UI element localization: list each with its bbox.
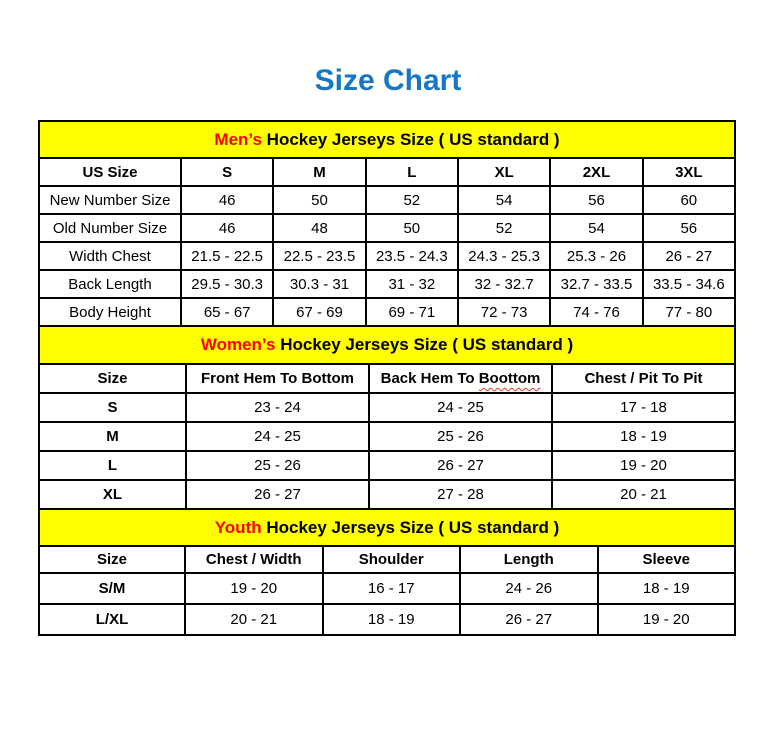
- data-cell: 20 - 21: [185, 604, 323, 635]
- size-chart: [0, 120, 776, 636]
- data-cell: 26 - 27: [460, 604, 598, 635]
- data-cell: 31 - 32: [366, 270, 458, 298]
- mens-header-row: [39, 158, 735, 186]
- page-title: Size Chart: [314, 64, 462, 97]
- data-cell: 54: [550, 214, 642, 242]
- column-header-cell: 3XL: [643, 158, 735, 186]
- youth-section-title-rest: Hockey Jerseys Size ( US standard ): [261, 517, 560, 537]
- row-label-cell: Old Number Size: [39, 214, 181, 242]
- row-label-cell: L/XL: [39, 604, 185, 635]
- back-hem-label-prefix: Back Hem To: [380, 370, 479, 387]
- table-row: [39, 214, 735, 242]
- data-cell: 24 - 25: [186, 422, 369, 451]
- column-header-cell: Shoulder: [323, 546, 461, 573]
- youth-header-row: [39, 546, 735, 573]
- data-cell: 25 - 26: [369, 422, 552, 451]
- data-cell: 25 - 26: [186, 451, 369, 480]
- column-header-cell: Sleeve: [598, 546, 736, 573]
- back-hem-misspelled-word: Boottom: [478, 370, 541, 387]
- data-cell: 26 - 27: [369, 451, 552, 480]
- table-row: [39, 242, 735, 270]
- row-label-cell: L: [39, 451, 186, 480]
- table-row: [39, 270, 735, 298]
- data-cell: 18 - 19: [598, 573, 736, 604]
- column-header-cell: Size: [39, 364, 186, 393]
- data-cell: 20 - 21: [552, 480, 735, 509]
- table-row: [39, 393, 735, 422]
- data-cell: 56: [643, 214, 735, 242]
- column-header-cell: Size: [39, 546, 185, 573]
- table-row: [39, 422, 735, 451]
- column-header-cell: L: [366, 158, 458, 186]
- table-row: [39, 604, 735, 635]
- data-cell: 48: [273, 214, 365, 242]
- column-header-cell: Chest / Width: [185, 546, 323, 573]
- data-cell: 27 - 28: [369, 480, 552, 509]
- data-cell: 19 - 20: [598, 604, 736, 635]
- mens-section-highlight: Men’s: [214, 129, 262, 149]
- mens-size-table: [38, 120, 736, 327]
- data-cell: 77 - 80: [643, 298, 735, 326]
- data-cell: 24 - 26: [460, 573, 598, 604]
- data-cell: 23.5 - 24.3: [366, 242, 458, 270]
- data-cell: 19 - 20: [185, 573, 323, 604]
- data-cell: 18 - 19: [323, 604, 461, 635]
- data-cell: 56: [550, 186, 642, 214]
- data-cell: 50: [273, 186, 365, 214]
- data-cell: 30.3 - 31: [273, 270, 365, 298]
- data-cell: 69 - 71: [366, 298, 458, 326]
- row-label-cell: XL: [39, 480, 186, 509]
- data-cell: 33.5 - 34.6: [643, 270, 735, 298]
- column-header-cell: Length: [460, 546, 598, 573]
- womens-header-row: [39, 364, 735, 393]
- data-cell: 72 - 73: [458, 298, 550, 326]
- womens-section-highlight: Women’s: [200, 335, 276, 354]
- data-cell: 18 - 19: [552, 422, 735, 451]
- data-cell: 26 - 27: [186, 480, 369, 509]
- data-cell: 32 - 32.7: [458, 270, 550, 298]
- column-header-cell: Chest / Pit To Pit: [552, 364, 735, 393]
- youth-section-banner: [39, 509, 735, 546]
- row-label-cell: Width Chest: [39, 242, 181, 270]
- data-cell: 46: [181, 214, 273, 242]
- column-header-cell: M: [273, 158, 365, 186]
- table-row: [39, 186, 735, 214]
- data-cell: 54: [458, 186, 550, 214]
- mens-section-title: [39, 121, 735, 158]
- data-cell: 24 - 25: [369, 393, 552, 422]
- table-row: [39, 298, 735, 326]
- column-header-cell: 2XL: [550, 158, 642, 186]
- data-cell: 52: [458, 214, 550, 242]
- data-cell: 74 - 76: [550, 298, 642, 326]
- data-cell: 19 - 20: [552, 451, 735, 480]
- womens-section-banner: [39, 326, 735, 364]
- table-row: [39, 451, 735, 480]
- data-cell: 17 - 18: [552, 393, 735, 422]
- data-cell: 60: [643, 186, 735, 214]
- womens-section-title: [39, 326, 735, 364]
- table-row: [39, 573, 735, 604]
- column-header-cell: S: [181, 158, 273, 186]
- row-label-cell: New Number Size: [39, 186, 181, 214]
- data-cell: 50: [366, 214, 458, 242]
- column-header-cell: XL: [458, 158, 550, 186]
- data-cell: 67 - 69: [273, 298, 365, 326]
- youth-section-title: [39, 509, 735, 546]
- womens-size-table: [38, 325, 736, 510]
- data-cell: 24.3 - 25.3: [458, 242, 550, 270]
- mens-section-title-rest: Hockey Jerseys Size ( US standard ): [261, 129, 560, 149]
- data-cell: 52: [366, 186, 458, 214]
- data-cell: 21.5 - 22.5: [181, 242, 273, 270]
- row-label-cell: M: [39, 422, 186, 451]
- data-cell: 23 - 24: [186, 393, 369, 422]
- column-header-cell: US Size: [39, 158, 181, 186]
- womens-section-title-rest: Hockey Jerseys Size ( US standard ): [275, 335, 574, 354]
- table-row: [39, 480, 735, 509]
- data-cell: 32.7 - 33.5: [550, 270, 642, 298]
- row-label-cell: Body Height: [39, 298, 181, 326]
- data-cell: 22.5 - 23.5: [273, 242, 365, 270]
- data-cell: 46: [181, 186, 273, 214]
- data-cell: 26 - 27: [643, 242, 735, 270]
- mens-section-banner: [39, 121, 735, 158]
- row-label-cell: S/M: [39, 573, 185, 604]
- youth-size-table: [38, 508, 736, 636]
- data-cell: 25.3 - 26: [550, 242, 642, 270]
- column-header-cell: [369, 364, 552, 393]
- youth-section-highlight: Youth: [214, 517, 262, 537]
- data-cell: 65 - 67: [181, 298, 273, 326]
- column-header-cell: Front Hem To Bottom: [186, 364, 369, 393]
- row-label-cell: S: [39, 393, 186, 422]
- row-label-cell: Back Length: [39, 270, 181, 298]
- data-cell: 29.5 - 30.3: [181, 270, 273, 298]
- data-cell: 16 - 17: [323, 573, 461, 604]
